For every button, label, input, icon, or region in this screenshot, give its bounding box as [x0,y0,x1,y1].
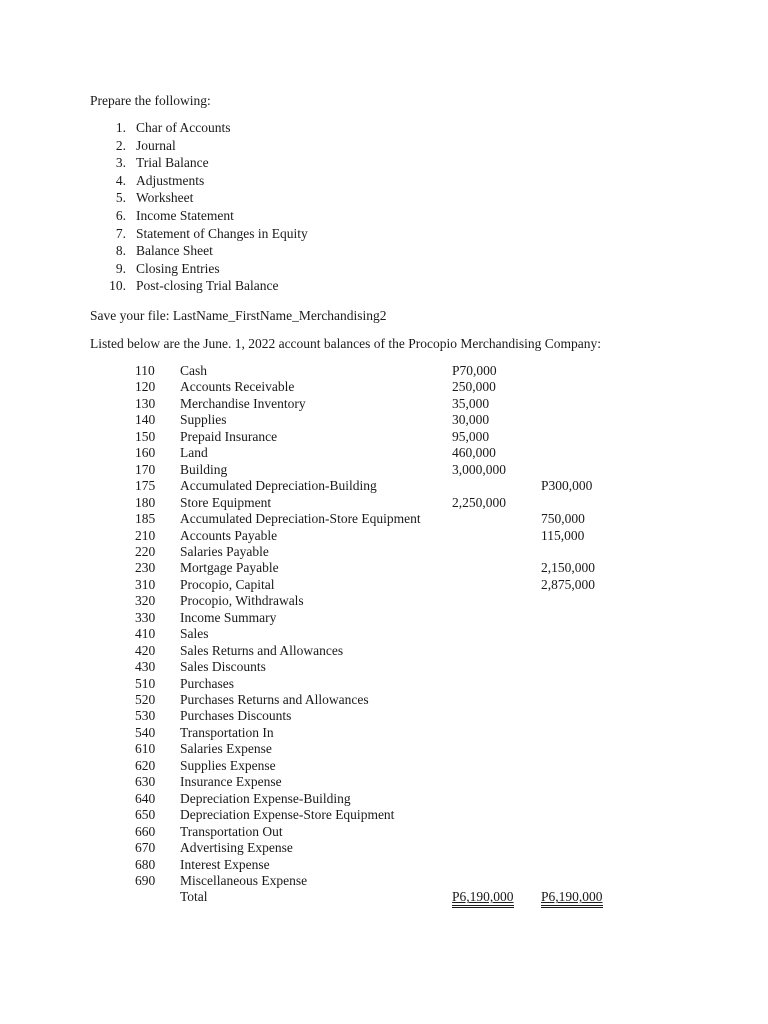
account-code: 170 [135,461,156,477]
account-name: Advertising Expense [180,840,293,856]
account-code: 230 [135,560,156,576]
debit-amount: 250,000 [452,379,496,395]
account-code: 430 [135,659,156,675]
account-row [0,577,768,593]
task-number: 8. [115,243,126,259]
account-code: 180 [135,494,156,510]
account-code: 120 [135,379,156,395]
credit-amount: P300,000 [541,478,593,494]
credit-amount: 115,000 [541,527,585,543]
task-label: Post-closing Trial Balance [136,278,279,294]
debit-amount: 3,000,000 [452,461,506,477]
account-row [0,495,768,511]
debit-amount: P70,000 [452,363,497,378]
account-name: Depreciation Expense-Store Equipment [180,807,395,823]
account-row [0,659,768,675]
task-number: 4. [115,172,126,188]
account-name: Income Summary [180,609,277,625]
account-code: 640 [135,790,156,806]
account-name: Purchases Discounts [180,708,292,724]
account-row [0,560,768,576]
credit-amount: 750,000 [541,511,585,527]
debit-amount: 30,000 [452,412,490,428]
account-name: Mortgage Payable [180,560,279,576]
task-label: Worksheet [136,190,194,206]
account-row [0,412,768,428]
debit-amount: 95,000 [452,428,490,444]
task-number: 5. [115,190,126,206]
task-label: Trial Balance [136,155,209,171]
account-name: Cash [180,363,207,378]
account-name: Prepaid Insurance [180,428,278,444]
task-number: 3. [115,155,126,171]
account-code: 670 [135,840,156,856]
account-code: 660 [135,823,156,839]
account-row [0,643,768,659]
account-row [0,824,768,840]
task-label: Char of Accounts [136,120,231,135]
intro-text: Prepare the following: [90,93,211,108]
account-code: 130 [135,395,156,411]
account-name: Purchases Returns and Allowances [180,692,369,707]
account-name: Accounts Payable [180,527,278,543]
account-row [0,857,768,873]
account-row [0,396,768,412]
account-name: Procopio, Capital [180,576,275,592]
account-code: 680 [135,856,156,872]
account-name: Merchandise Inventory [180,395,306,411]
account-code: 220 [135,543,156,559]
account-code: 650 [135,807,156,823]
account-row [0,692,768,708]
account-name: Transportation Out [180,823,283,839]
account-code: 540 [135,724,156,740]
account-name: Miscellaneous Expense [180,872,308,888]
debit-amount: 2,250,000 [452,494,506,510]
account-name: Accumulated Depreciation-Store Equipment [180,511,421,527]
task-number: 9. [115,260,126,276]
account-name: Supplies [180,412,227,428]
account-name: Depreciation Expense-Building [180,790,351,806]
account-row [0,610,768,626]
account-name: Salaries Payable [180,543,269,559]
account-row [0,379,768,395]
account-row [0,429,768,445]
task-number: 6. [115,208,126,223]
account-name: Store Equipment [180,494,272,510]
account-name: Sales Discounts [180,659,266,675]
total-row [0,889,768,905]
listed-instruction: Listed below are the June. 1, 2022 account balances of the Procopio Merchandising Company: [90,336,601,351]
task-label: Statement of Changes in Equity [136,225,308,241]
account-code: 320 [135,593,156,609]
account-code: 630 [135,774,156,790]
account-row [0,676,768,692]
debit-amount: 35,000 [452,395,490,411]
account-code: 110 [135,363,155,378]
account-name: Supplies Expense [180,757,276,773]
total-debit-value: P6,190,000 [452,889,514,905]
save-instruction: Save your file: LastName_FirstName_Merchandising2 [90,308,387,323]
account-code: 175 [135,478,156,494]
task-number: 10. [109,278,126,294]
account-code: 150 [135,428,156,444]
total-debit [452,889,514,908]
account-code: 330 [135,609,156,625]
task-number: 2. [115,137,126,153]
account-code: 520 [135,692,156,707]
account-code: 185 [135,511,156,527]
total-label: Total [180,889,208,905]
account-row [0,478,768,494]
account-row [0,741,768,757]
account-name: Accumulated Depreciation-Building [180,478,377,494]
task-label: Income Statement [136,208,234,223]
task-number: 1. [115,120,126,135]
account-code: 610 [135,741,156,757]
account-code: 530 [135,708,156,724]
total-credit-value: P6,190,000 [541,889,603,905]
account-name: Transportation In [180,724,274,740]
account-row [0,593,768,609]
task-label: Adjustments [136,172,205,188]
task-number: 7. [115,225,126,241]
account-code: 690 [135,872,156,888]
account-row [0,791,768,807]
account-code: 140 [135,412,156,428]
account-row [0,758,768,774]
account-name: Accounts Receivable [180,379,295,395]
debit-amount: 460,000 [452,445,496,461]
account-name: Sales Returns and Allowances [180,642,344,658]
account-name: Insurance Expense [180,774,282,790]
account-name: Purchases [180,675,234,691]
account-row [0,445,768,461]
account-code: 160 [135,445,156,461]
account-code: 410 [135,626,156,642]
account-row [0,511,768,527]
account-name: Procopio, Withdrawals [180,593,304,609]
account-row [0,807,768,823]
account-code: 210 [135,527,156,543]
account-row [0,708,768,724]
account-row [0,725,768,741]
account-name: Sales [180,626,209,642]
task-label: Journal [136,137,176,153]
account-row [0,363,768,379]
account-name: Land [180,445,208,461]
account-code: 420 [135,642,156,658]
account-row [0,544,768,560]
account-row [0,840,768,856]
account-row [0,528,768,544]
account-name: Interest Expense [180,856,270,872]
account-code: 310 [135,576,156,592]
credit-amount: 2,150,000 [541,560,595,576]
account-row [0,873,768,889]
account-row [0,626,768,642]
account-name: Salaries Expense [180,741,272,757]
credit-amount: 2,875,000 [541,576,595,592]
account-row [0,462,768,478]
task-label: Closing Entries [136,260,220,276]
account-row [0,774,768,790]
account-name: Building [180,461,228,477]
account-code: 620 [135,757,156,773]
total-credit [541,889,603,908]
task-label: Balance Sheet [136,243,213,259]
account-code: 510 [135,675,156,691]
